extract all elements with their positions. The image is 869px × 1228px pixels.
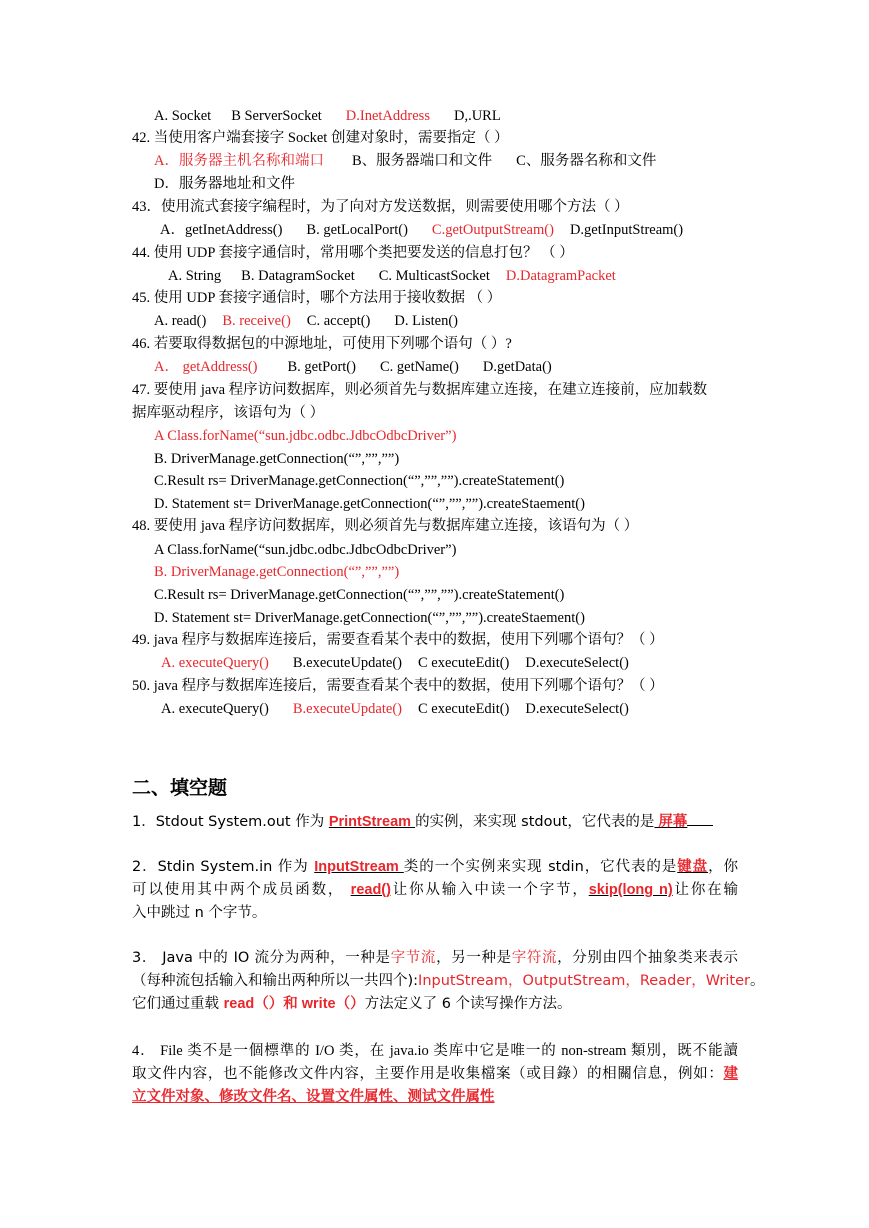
fill-3-text-e: 。: [749, 973, 765, 989]
fill-3-text-a: 3． Java 中的 IO 流分为两种，一种是: [132, 950, 391, 966]
fill-2-answer-keyboard: 键盘: [677, 859, 709, 875]
fill-2-text-c: ，你: [708, 859, 739, 875]
fill-item-3-line3: [132, 993, 572, 1015]
fill-item-3-line1: [132, 947, 738, 969]
q44-option-d: D.DatagramPacket: [505, 268, 616, 284]
fill-3-answer-abstract-classes: InputStream，OutputStream，Reader，Writer: [418, 973, 750, 989]
q42-option-d: D．服务器地址和文件: [154, 176, 295, 192]
q49-option-d: D.executeSelect(): [525, 655, 629, 671]
fill-3-text-c: ，分别由四个抽象类来表示: [557, 950, 739, 966]
q50-option-a: A. executeQuery(): [161, 701, 269, 717]
q48-option-b: B. DriverManage.getConnection(“”,””,””): [154, 564, 400, 580]
q45-option-c: C. accept(): [306, 313, 371, 329]
q49-options: [161, 653, 629, 673]
q45-stem: 45. 使用 UDP 套接字通信时，哪个方法用于接收数据 （ ）: [132, 290, 502, 306]
q44-options: [168, 266, 616, 286]
q46-option-c: C. getName(): [379, 359, 459, 375]
q42-options: [154, 151, 656, 171]
q41-option-a: A. Socket: [154, 108, 212, 124]
q50-option-d: D.executeSelect(): [525, 701, 629, 717]
q47-option-a: A Class.forName(“sun.jdbc.odbc.JdbcOdbcDriver”): [154, 428, 457, 444]
fill-item-4-line2: [132, 1063, 738, 1085]
q41-options: [154, 106, 501, 126]
q45-option-a: A. read(): [154, 313, 207, 329]
q42-option-a: A．服务器主机名称和端口: [154, 153, 324, 169]
q43-option-c: C.getOutputStream(): [431, 222, 554, 238]
q43-option-b: B. getLocalPort(): [306, 222, 408, 238]
fill-item-4-line3: [132, 1086, 495, 1108]
q44-option-a: A. String: [168, 268, 222, 284]
fill-4-text-b: 取文件内容，也不能修改文件内容，主要作用是收集檔案（或目錄）的相關信息，例如：: [132, 1066, 724, 1082]
fill-1-answer-screen: 屏幕: [654, 814, 688, 830]
fill-2-text-b: 类的一个实例来实现 stdin，它代表的是: [403, 859, 678, 875]
q47-option-d: D. Statement st= DriverManage.getConnection(“”,””,””).createStaement(): [154, 496, 585, 512]
q47-stem-line1: 47. 要使用 java 程序访问数据库，则必须首先与数据库建立连接，在建立连接前，应加载数: [132, 382, 708, 398]
q43-option-d: D.getInputStream(): [569, 222, 684, 238]
q50-stem: 50. java 程序与数据库连接后，需要查看某个表中的数据，使用下列哪个语句？（ ）: [132, 678, 664, 694]
q41-option-d: D,.URL: [453, 108, 501, 124]
q48-stem: 48. 要使用 java 程序访问数据库，则必须首先与数据库建立连接，该语句为（ ）: [132, 518, 639, 534]
q43-options: [160, 220, 683, 240]
q47-option-c: C.Result rs= DriverManage.getConnection(“”,””,””).createStatement(): [154, 473, 565, 489]
q42-stem: 42. 当使用客户端套接字 Socket 创建对象时，需要指定（ ）: [132, 130, 509, 146]
fill-item-4-line1: 4． File 类不是一個標準的 I/O 类，在 java.io 类库中它是唯一的 non-stream 類別，既不能讀: [132, 1043, 738, 1059]
q42-option-c: C、服务器名称和文件: [516, 153, 657, 169]
q46-option-a: A． getAddress(): [154, 359, 258, 375]
q48-option-c: C.Result rs= DriverManage.getConnection(“”,””,””).createStatement(): [154, 587, 565, 603]
fill-3-text-d: （每种流包括输入和输出两种所以一共四个):: [132, 973, 419, 989]
fill-1-answer-printstream: PrintStream: [328, 814, 416, 830]
fill-3-answer-read-write: read（）和 write（）: [223, 996, 365, 1012]
fill-3-text-g: 方法定义了 6 个读写操作方法。: [364, 996, 572, 1012]
fill-2-answer-read: read(): [350, 882, 391, 898]
fill-3-answer-byte-stream: 字节流: [390, 950, 437, 966]
fill-2-text-d: 可以使用其中两个成员函数，: [132, 882, 351, 898]
q44-stem: 44. 使用 UDP 套接字通信时，常用哪个类把要发送的信息打包？ （ ）: [132, 245, 574, 261]
q50-option-c: C executeEdit(): [418, 701, 510, 717]
q45-option-b: B. receive(): [222, 313, 291, 329]
fill-item-2-line3: 入中跳过 n 个字节。: [132, 905, 267, 921]
fill-1-blank-line: [687, 811, 713, 826]
fill-1-text-b: 的实例，来实现 stdout，它代表的是: [415, 814, 655, 830]
q46-option-b: B. getPort(): [287, 359, 356, 375]
q43-option-a: A．getInetAddress(): [160, 222, 283, 238]
fill-4-answer-rest: 立文件对象、修改文件名、设置文件属性、测试文件属性: [132, 1089, 495, 1105]
q47-stem-line2: 据库驱动程序，该语句为（ ）: [132, 405, 325, 421]
q41-option-b: B ServerSocket: [231, 108, 322, 124]
fill-2-answer-inputstream: InputStream: [314, 859, 404, 875]
q45-option-d: D. Listen(): [394, 313, 459, 329]
fill-3-text-f: 它们通过重载: [132, 996, 224, 1012]
section-title: 二、填空题: [132, 777, 228, 799]
q46-option-d: D.getData(): [482, 359, 552, 375]
q43-stem: 43．使用流式套接字编程时，为了向对方发送数据，则需要使用哪个方法（ ）: [132, 199, 629, 215]
q50-options: [161, 699, 629, 719]
q44-option-c: C. MulticastSocket: [378, 268, 490, 284]
fill-4-answer-start: 建: [723, 1066, 738, 1082]
fill-item-1: [132, 811, 713, 833]
fill-3-text-b: ，另一种是: [436, 950, 512, 966]
fill-2-text-a: 2．Stdin System.in 作为: [132, 859, 315, 875]
fill-item-3-line2: [132, 970, 764, 992]
q49-option-a: A. executeQuery(): [161, 655, 269, 671]
q48-option-a: A Class.forName(“sun.jdbc.odbc.JdbcOdbcDriver”): [154, 542, 457, 558]
fill-item-2-line2: [132, 879, 738, 901]
q46-stem: 46. 若要取得数据包的中源地址，可使用下列哪个语句（ ）?: [132, 336, 512, 352]
fill-2-answer-skip: skip(long n): [588, 882, 673, 898]
q41-option-c: D.InetAddress: [345, 108, 430, 124]
fill-item-2-line1: [132, 856, 738, 878]
q47-option-b: B. DriverManage.getConnection(“”,””,””): [154, 451, 400, 467]
fill-2-text-f: 让你在输: [672, 882, 738, 898]
q49-option-b: B.executeUpdate(): [292, 655, 402, 671]
fill-1-text-a: 1．Stdout System.out 作为: [132, 814, 329, 830]
fill-2-text-e: 让你从输入中读一个字节，: [390, 882, 589, 898]
q42-option-b: B、服务器端口和文件: [351, 153, 493, 169]
q50-option-b: B.executeUpdate(): [292, 701, 402, 717]
q49-option-c: C executeEdit(): [418, 655, 510, 671]
q48-option-d: D. Statement st= DriverManage.getConnection(“”,””,””).createStaement(): [154, 610, 585, 626]
q44-option-b: B. DatagramSocket: [241, 268, 355, 284]
q45-options: [154, 311, 458, 331]
q49-stem: 49. java 程序与数据库连接后，需要查看某个表中的数据，使用下列哪个语句？（ ）: [132, 632, 664, 648]
fill-3-answer-char-stream: 字符流: [511, 950, 558, 966]
q46-options: [154, 357, 552, 377]
